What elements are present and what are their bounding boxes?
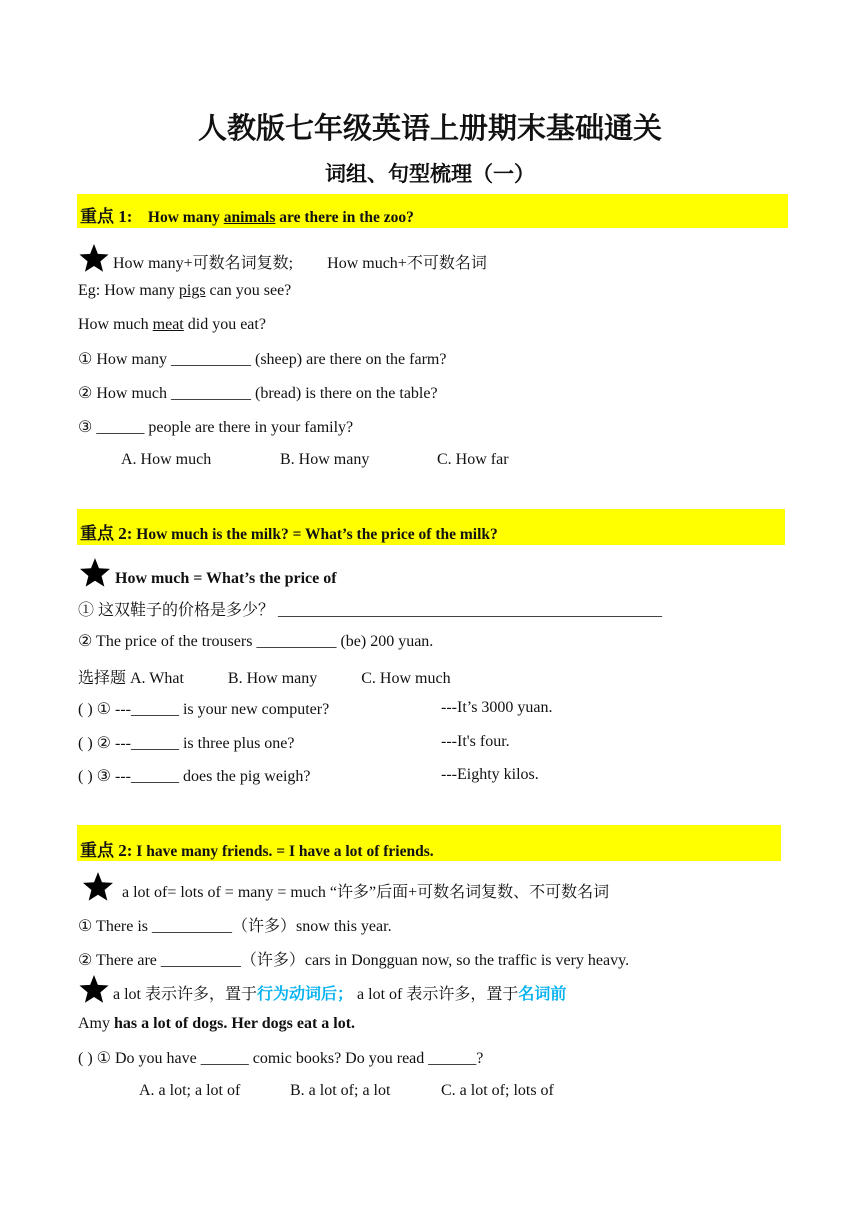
- mc-answer-1: ---It’s 3000 yuan.: [441, 699, 553, 716]
- black-star-icon: [77, 556, 113, 589]
- black-star-icon: [77, 973, 111, 1005]
- question-2: ② How much __________ (bread) is there on the table?: [78, 385, 438, 402]
- question-lots-1: ① There is __________（许多）snow this year.: [78, 918, 392, 935]
- black-star-icon: [77, 242, 111, 274]
- section-3-star-note-2: a lot 表示许多，置于行为动词后； a lot of 表示许多，置于名词前: [77, 973, 566, 1005]
- option-b: B. How many: [280, 451, 370, 468]
- translate-question: ① 这双鞋子的价格是多少？ ________________________________________________: [78, 602, 663, 619]
- mc-question-1: ( ) ① ---______ is your new computer?: [78, 701, 330, 718]
- black-star-icon: [80, 870, 116, 903]
- section-1-heading: 重点 1: How many animals are there in the zoo?: [80, 207, 414, 226]
- mc-answer-2: ---It's four.: [441, 733, 510, 750]
- option-b: B. a lot of; a lot: [290, 1082, 391, 1099]
- question-1: ① How many __________ (sheep) are there on the farm?: [78, 351, 447, 368]
- fill-question: ② The price of the trousers __________ (be) 200 yuan.: [78, 633, 434, 650]
- section-3-heading-bar: [77, 825, 781, 861]
- section-2-heading-bar: [77, 509, 785, 545]
- section-1-star-note: How many+可数名词复数; How much+不可数名词: [77, 242, 487, 274]
- option-a: A. How much: [121, 451, 212, 468]
- example-1: Eg: How many pigs can you see?: [78, 282, 292, 299]
- page-title: 人教版七年级英语上册期末基础通关: [197, 113, 662, 145]
- example-2: How much meat did you eat?: [78, 316, 266, 333]
- mc-answer-3: ---Eighty kilos.: [441, 766, 539, 783]
- option-c: C. How far: [437, 451, 509, 468]
- mc-question-lots: ( ) ① Do you have ______ comic books? Do you read ______?: [78, 1050, 484, 1067]
- section-3-star-note: a lot of= lots of = many = much “许多”后面+可数名词复数、不可数名词: [80, 870, 609, 903]
- question-3: ③ ______ people are there in your family?: [78, 419, 354, 436]
- question-lots-2: ② There are __________（许多）cars in Dongguan now, so the traffic is very heavy.: [78, 952, 630, 969]
- option-c: C. a lot of; lots of: [441, 1082, 554, 1099]
- section-1-heading-bar: [77, 194, 788, 228]
- mc-question-2: ( ) ② ---______ is three plus one?: [78, 735, 295, 752]
- mc-question-3: ( ) ③ ---______ does the pig weigh?: [78, 768, 311, 785]
- section-2-heading: 重点 2: How much is the milk? = What’s the price of the milk?: [80, 524, 498, 543]
- page-subtitle: 词组、句型梳理（一）: [325, 162, 535, 186]
- section-3-heading: 重点 2: I have many friends. = I have a lot of friends.: [80, 841, 434, 860]
- section-2-star-note: How much = What’s the price of: [77, 556, 337, 589]
- example-sentence: Amy has a lot of dogs. Her dogs eat a lot.: [78, 1015, 356, 1032]
- option-a: A. a lot; a lot of: [139, 1082, 241, 1099]
- choice-options: 选择题 A. What B. How many C. How much: [78, 670, 451, 687]
